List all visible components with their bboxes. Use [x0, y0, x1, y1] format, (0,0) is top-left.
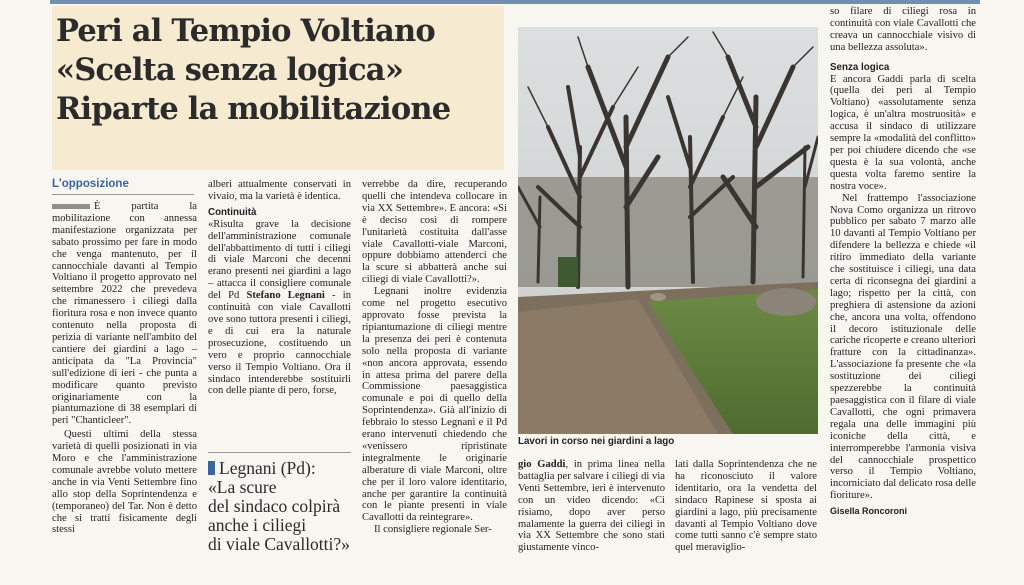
article-column-6: [830, 6, 976, 518]
quote-marker-icon: [208, 461, 215, 475]
paragraph: lati dalla Soprintendenza che ne ha riconosciuto il valore identitario, ora la vendetta del sindaco Rapinese si sposta ai giardini a lago, più precisamente davanti al Tempio Voltiano dove come tutti sanno c'è sempre stato quel meraviglio-: [675, 459, 817, 554]
paragraph-text: , in prima linea nella battaglia per salvare i ciliegi di via Venti Settembre, ieri è intervenuto con un video dicendo: «Ci risiamo, dopo aver perso malamente la guerra dei ciliegi in via XX Settembre che sono stati giustamente vinco-: [518, 459, 665, 554]
article-column-1: [52, 201, 197, 536]
article-column-2: [208, 179, 351, 397]
quote-line: Legnani (Pd):: [208, 459, 354, 478]
park-photo: [518, 27, 818, 434]
paragraph-text: - in continuità con viale Cavallotti ove sono tuttora presenti i ciliegi, e di cui era la naturale prosecuzione, costituendo un vero e proprio cannocchiale verso il Tempio Voltiano. Ora il sindaco intenderebbe sostituirli con delle piante di pero, forse,: [208, 290, 351, 397]
quote-line: «La scure: [208, 477, 277, 497]
section-label: L'opposizione: [52, 178, 129, 190]
paragraph: E ancora Gaddi parla di scelta (quella dei peri al Tempio Voltiano) «assolutamente senza logica, è un'altra mostruosità» e accusa il sindaco di utilizzare sempre la «modalità del conflitto» per poi chiudere dicendo che «se questa è la sua volontà, anche questa volta faremo sentire la nostra voce».: [830, 73, 976, 192]
subheading: Continuità: [208, 206, 257, 218]
quote-line: del sindaco colpirà: [208, 496, 341, 516]
person-name: gio Gaddi: [518, 459, 566, 470]
article-column-4: [518, 459, 665, 554]
author-byline: Gisella Roncoroni: [830, 506, 908, 517]
article-column-5: [675, 459, 817, 554]
paragraph: [208, 219, 351, 398]
paragraph: Legnani inoltre evidenzia come nel progetto esecutivo approvato fosse prevista la ripiantumazione di ciliegi mentre la presenza dei peri è contenuta solo nella proposta di variante «non ancora approvata, essendo in attesa prima del parere della Commissione paesaggistica comunale e poi di quello della Soprintendenza». Già all'inizio di febbraio lo stesso Legnani e il Pd erano intervenuti chiedendo che «venissero ripristinate integralmente le originarie alberature di viale Marconi, oltre che per il loro valore identitario, anche per garantire la continuità con le piante presenti in viale Cavallotti da reintegrare».: [362, 286, 507, 524]
paragraph-text: «Risulta grave la decisione dell'amministrazione comunale dell'abbattimento di tutti i ciliegi di viale Marconi che decenni erano presenti nei giardini a lago – attacca il consigliere comunale del Pd: [208, 218, 351, 302]
park-photo-illustration: [518, 27, 818, 434]
paragraph: so filare di ciliegi rosa in continuità con viale Cavallotti che creava un cannocchiale visivo di una bellezza assoluta».: [830, 6, 976, 53]
subheading: Senza logica: [830, 61, 890, 73]
top-color-bar: [50, 0, 980, 4]
headline-line-2: «Scelta senza logica»: [56, 52, 404, 88]
paragraph: [52, 201, 197, 427]
quote-line: anche i ciliegi: [208, 515, 307, 535]
lead-bar: [52, 204, 90, 209]
paragraph-text: È partita la mobilitazione con annessa manifestazione organizzata per sabato prossimo per fare in modo che venga mantenuto, per il cannocchiale davanti al Tempio Voltiano il progetto approvato nel settembre 2022 che prevedeva che rimanessero i ciliegi dalla fioritura rosa e non invece quanto contenuto nella proposta di perizia di variante nell'ambito del cantiere dei giardini a lago – anticipata da "La Provincia" sull'edizione di ieri - che punta a modificare quanto previsto originariamente con la piantumazione di 38 esemplari di peri "Chanticleer".: [52, 201, 197, 427]
quote-line: di viale Cavallotti?»: [208, 534, 350, 554]
paragraph: Il consigliere regionale Ser-: [374, 524, 492, 536]
headline-line-3: Riparte la mobilitazione: [56, 91, 451, 127]
paragraph: Questi ultimi della stessa varietà di quelli posizionati in via Moro e che l'amministrazione comunale avrebbe voluto mettere anche in via Venti Settembre fino allo stop della Soprintendenza e (temporaneo) del Tar. Non è detto che si tratti fisicamente degli stessi: [52, 429, 197, 536]
photo-caption: Lavori in corso nei giardini a lago: [518, 436, 675, 447]
headline-line-1: Peri al Tempio Voltiano: [56, 13, 435, 49]
pull-quote: [208, 459, 354, 554]
paragraph: Nel frattempo l'associazione Nova Como organizza un ritrovo pubblico per sabato 7 marzo alle 10 davanti al Tempio Voltiano per difendere la bellezza e chiede «il ritiro immediato della variante che sostituisce i ciliegi, una data certa di riconsegna dei giardini a lago; rispetto per la città, con preghiera di astensione da azioni che, ancora una volta, offendono il decoro istituzionale delle cariche ricoperte e creano ulteriori fratture con la cittadinanza». L'associazione fa presente che «la sostituzione dei ciliegi spezzerebbe la continuità paesaggistica con il filare di viale Cavallotti, che ogni primavera regala una delle immagini più iconiche della città, e interromperebbe l'armonia visiva del cannocchiale prospettico verso il Tempio Voltiano, incorniciato dal delicato rosa delle fioriture».: [830, 192, 976, 502]
person-name: Stefano Legnani: [246, 290, 325, 302]
section-divider: [52, 194, 194, 195]
article-column-3: [362, 179, 507, 536]
paragraph: verrebbe da dire, recuperando quelli che intendeva collocare in via XX Settembre». E ancora: «Si è deciso così di rompere l'unitarietà costituita dall'asse viale Cavallotti-viale Marconi, oppure dobbiamo attenderci che la scure si abbatterà anche sui ciliegi di viale Cavallotti?».: [362, 179, 507, 286]
paragraph: alberi attualmente conservati in vivaio, ma la varietà è identica.: [208, 179, 351, 202]
quote-divider: [208, 452, 351, 453]
headline: [56, 12, 502, 129]
paragraph: [518, 459, 665, 554]
